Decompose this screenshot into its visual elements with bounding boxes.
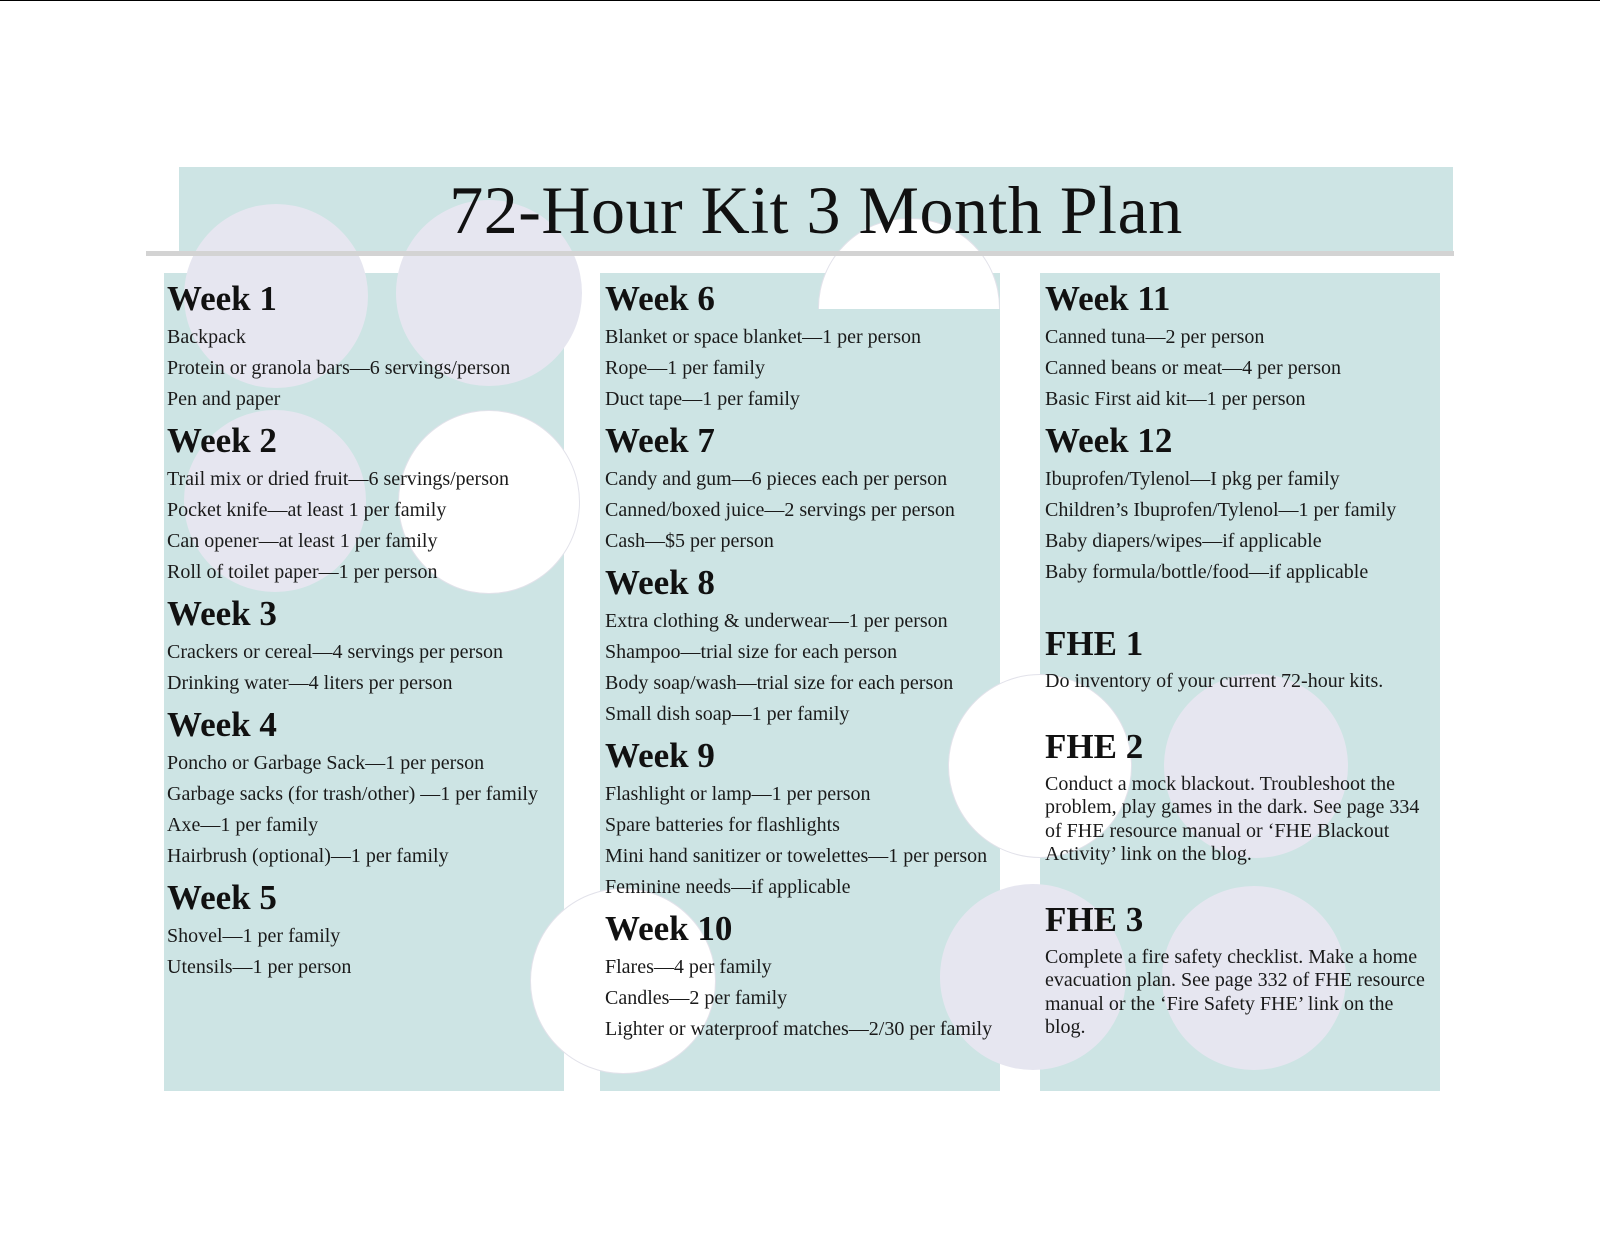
- fhe-heading: FHE 1: [1045, 624, 1144, 663]
- list-item: Basic First aid kit—1 per person: [1045, 388, 1306, 410]
- list-item: Flashlight or lamp—1 per person: [605, 783, 871, 805]
- week-section: [167, 702, 559, 868]
- list-item: Candles—2 per family: [605, 987, 788, 1009]
- list-item: Drinking water—4 liters per person: [167, 672, 453, 694]
- week-section: [167, 875, 559, 979]
- list-item: Duct tape—1 per family: [605, 388, 800, 410]
- list-item: Can opener—at least 1 per family: [167, 530, 438, 552]
- list-item: Pocket knife—at least 1 per family: [167, 499, 447, 521]
- list-item: Axe—1 per family: [167, 814, 319, 836]
- list-item: Hairbrush (optional)—1 per family: [167, 845, 449, 867]
- week-heading: Week 10: [605, 909, 733, 948]
- week-heading: Week 2: [167, 421, 277, 460]
- week-section: [605, 276, 997, 411]
- list-item: Canned tuna—2 per person: [1045, 326, 1265, 348]
- spacer: [1045, 591, 1437, 621]
- week-section: [167, 276, 559, 411]
- list-item: Extra clothing & underwear—1 per person: [605, 610, 948, 632]
- list-item: Garbage sacks (for trash/other) —1 per family: [167, 783, 538, 805]
- page-title: 72-Hour Kit 3 Month Plan: [449, 172, 1183, 248]
- list-item: Cash—$5 per person: [605, 530, 774, 552]
- list-item: Pen and paper: [167, 388, 281, 410]
- week-heading: Week 8: [605, 563, 715, 602]
- week-heading: Week 4: [167, 705, 277, 744]
- fhe-text: Conduct a mock blackout. Troubleshoot the problem, play games in the dark. See page 334 of FHE resource manual or ‘FHE Blackout Activity’ link on the blog.: [1045, 772, 1420, 865]
- list-item: Baby diapers/wipes—if applicable: [1045, 530, 1322, 552]
- week-heading: Week 6: [605, 279, 715, 318]
- top-border-line: [0, 0, 1600, 1]
- week-section: [1045, 418, 1437, 584]
- week-section: [605, 733, 997, 899]
- fhe-text: Do inventory of your current 72-hour kits.: [1045, 670, 1384, 692]
- column-2: [605, 276, 997, 1048]
- fhe-heading: FHE 2: [1045, 726, 1144, 766]
- list-item: Blanket or space blanket—1 per person: [605, 326, 922, 348]
- list-item: Body soap/wash—trial size for each person: [605, 672, 954, 694]
- fhe-text: Complete a fire safety checklist. Make a home evacuation plan. See page 332 of FHE resource manual or the ‘Fire Safety FHE’ link on the blog.: [1045, 945, 1425, 1038]
- list-item: Spare batteries for flashlights: [605, 814, 840, 836]
- list-item: Crackers or cereal—4 servings per person: [167, 641, 503, 663]
- week-section: [1045, 276, 1437, 411]
- list-item: Shovel—1 per family: [167, 925, 341, 947]
- fhe-heading: FHE 3: [1045, 899, 1144, 939]
- title-rule: [146, 251, 1454, 256]
- list-item: Trail mix or dried fruit—6 servings/person: [167, 468, 510, 490]
- list-item: Protein or granola bars—6 servings/person: [167, 357, 511, 379]
- week-heading: Week 11: [1045, 279, 1171, 318]
- week-heading: Week 12: [1045, 421, 1173, 460]
- list-item: Feminine needs—if applicable: [605, 876, 851, 898]
- list-item: Candy and gum—6 pieces each per person: [605, 468, 948, 490]
- week-section: [167, 591, 559, 695]
- list-item: Poncho or Garbage Sack—1 per person: [167, 752, 485, 774]
- list-item: Small dish soap—1 per family: [605, 703, 850, 725]
- list-item: Mini hand sanitizer or towelettes—1 per person: [605, 845, 988, 867]
- week-section: [167, 418, 559, 584]
- column-3: [1045, 276, 1437, 1040]
- list-item: Canned beans or meat—4 per person: [1045, 357, 1342, 379]
- spacer: [1045, 694, 1437, 724]
- spacer: [1045, 867, 1437, 897]
- week-heading: Week 9: [605, 736, 715, 775]
- week-section: [605, 906, 997, 1041]
- week-heading: Week 5: [167, 878, 277, 917]
- list-item: Rope—1 per family: [605, 357, 765, 379]
- list-item: Baby formula/bottle/food—if applicable: [1045, 561, 1369, 583]
- list-item: Shampoo—trial size for each person: [605, 641, 898, 663]
- column-1: [167, 276, 559, 986]
- list-item: Children’s Ibuprofen/Tylenol—1 per family: [1045, 499, 1397, 521]
- fhe-section: [1045, 621, 1437, 694]
- week-section: [605, 418, 997, 553]
- fhe-section: [1045, 724, 1437, 867]
- week-heading: Week 1: [167, 279, 277, 318]
- fhe-section: [1045, 897, 1437, 1040]
- week-heading: Week 3: [167, 594, 277, 633]
- list-item: Ibuprofen/Tylenol—I pkg per family: [1045, 468, 1340, 490]
- list-item: Flares—4 per family: [605, 956, 772, 978]
- list-item: Lighter or waterproof matches—2/30 per family: [605, 1018, 993, 1040]
- list-item: Backpack: [167, 326, 246, 348]
- week-section: [605, 560, 997, 726]
- week-heading: Week 7: [605, 421, 715, 460]
- list-item: Roll of toilet paper—1 per person: [167, 561, 438, 583]
- list-item: Canned/boxed juice—2 servings per person: [605, 499, 955, 521]
- list-item: Utensils—1 per person: [167, 956, 352, 978]
